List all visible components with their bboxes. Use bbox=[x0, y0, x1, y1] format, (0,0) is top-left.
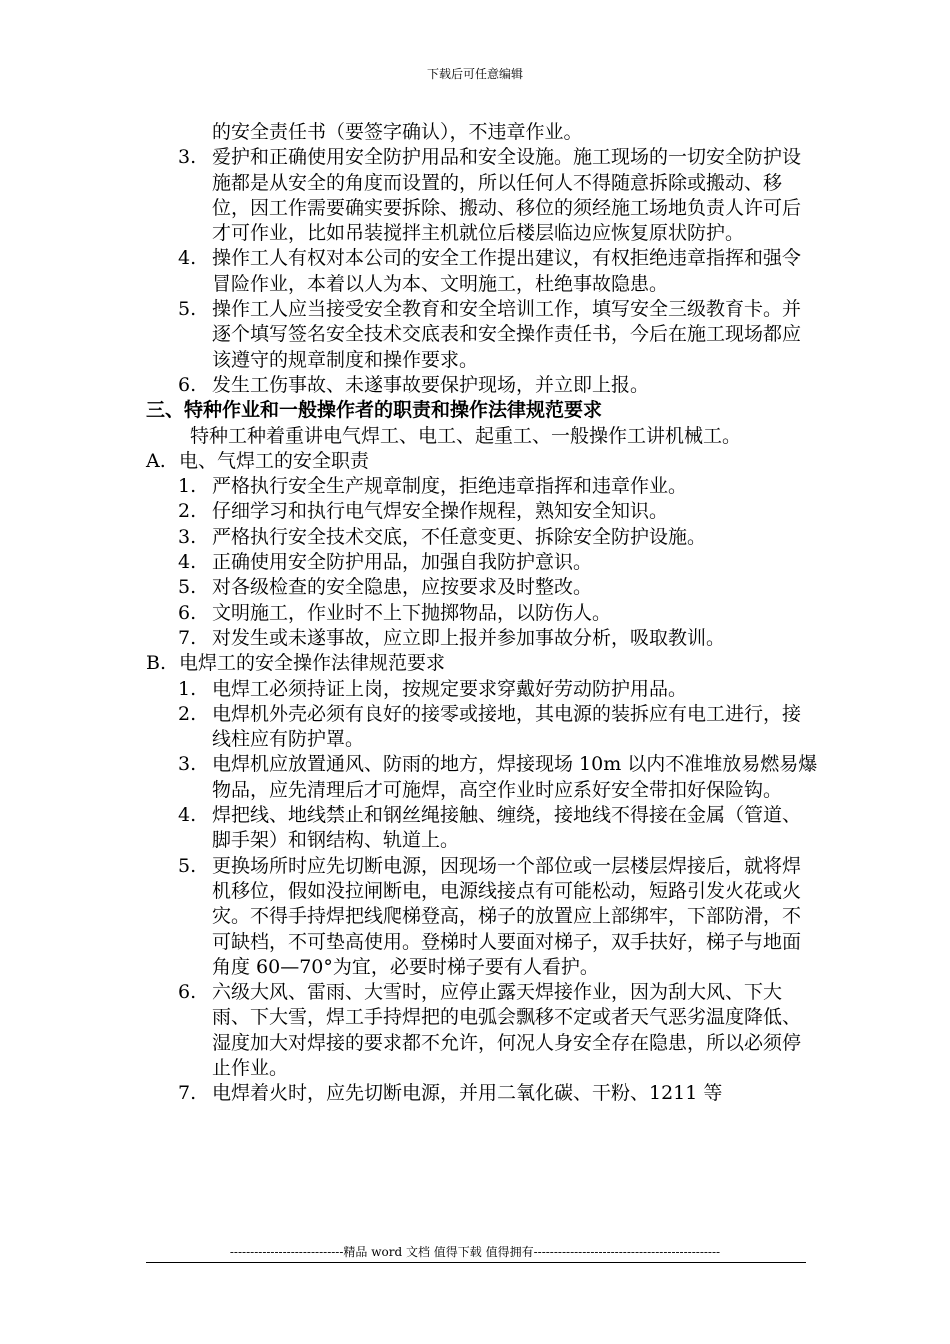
list-item bbox=[146, 373, 818, 398]
list-number: 1. bbox=[178, 475, 197, 498]
list-item bbox=[146, 525, 818, 550]
list-text: 正确使用安全防护用品，加强自我防护意识。 bbox=[212, 551, 593, 574]
list-number: 6. bbox=[178, 373, 197, 396]
subsection-title bbox=[146, 651, 818, 676]
footer-divider bbox=[146, 1262, 806, 1263]
list-number: 5. bbox=[178, 576, 197, 599]
list-number: 7. bbox=[178, 626, 197, 649]
list-text: 电焊机应放置通风、防雨的地方，焊接现场 10m 以内不准堆放易燃易爆物品，应先清理后才可施焊，高空作业时应系好安全带扣好保险钩。 bbox=[212, 753, 818, 801]
document-body bbox=[146, 120, 818, 1107]
list-item bbox=[146, 601, 818, 626]
list-text: 对各级检查的安全隐患，应按要求及时整改。 bbox=[212, 576, 593, 599]
list-text: 电焊工必须持证上岗，按规定要求穿戴好劳动防护用品。 bbox=[212, 677, 688, 700]
subsection-title-text: 电、气焊工的安全职责 bbox=[179, 449, 370, 472]
list-text: 六级大风、雷雨、大雪时，应停止露天焊接作业，因为刮大风、下大雨、下大雪，焊工手持焊把的电弧会飘移不定或者天气恶劣温度降低、湿度加大对焊接的要求都不允许，何况人身安全存在隐患，所以必须停止作业。 bbox=[212, 981, 802, 1079]
list-item bbox=[146, 145, 818, 246]
list-number: 6. bbox=[178, 981, 197, 1004]
list-text: 仔细学习和执行电气焊安全操作规程，熟知安全知识。 bbox=[212, 500, 669, 523]
list-number: 1. bbox=[178, 677, 197, 700]
list-text: 操作工人应当接受安全教育和安全培训工作，填写安全三级教育卡。并逐个填写签名安全技术交底表和安全操作责任书，今后在施工现场都应该遵守的规章制度和操作要求。 bbox=[212, 298, 802, 371]
list-item bbox=[146, 626, 818, 651]
list-item bbox=[146, 803, 818, 854]
list-number: 7. bbox=[178, 1082, 197, 1105]
list-number: 5. bbox=[178, 854, 197, 877]
list-number: 3. bbox=[178, 146, 197, 169]
list-item bbox=[146, 575, 818, 600]
list-item bbox=[146, 246, 818, 297]
section-intro: 特种工种着重讲电气焊工、电工、起重工、一般操作工讲机械工。 bbox=[190, 424, 742, 447]
subsection-letter: B. bbox=[146, 652, 167, 675]
list-number: 4. bbox=[178, 804, 197, 827]
list-item bbox=[146, 499, 818, 524]
subsection-letter: A. bbox=[146, 449, 166, 472]
list-number: 2. bbox=[178, 702, 197, 725]
list-number: 6. bbox=[178, 601, 197, 624]
list-item bbox=[146, 677, 818, 702]
section-heading: 三、特种作业和一般操作者的职责和操作法律规范要求 bbox=[146, 399, 603, 422]
list-number: 2. bbox=[178, 500, 197, 523]
list-text: 电焊着火时，应先切断电源，并用二氧化碳、干粉、1211 等 bbox=[212, 1082, 723, 1105]
list-item-continuation: 的安全责任书（要签字确认），不违章作业。 bbox=[212, 121, 583, 143]
list-item bbox=[146, 854, 818, 980]
list-item bbox=[146, 474, 818, 499]
list-text: 文明施工，作业时不上下抛掷物品，以防伤人。 bbox=[212, 601, 612, 624]
list-number: 5. bbox=[178, 298, 197, 321]
list-text: 对发生或未遂事故，应立即上报并参加事故分析，吸取教训。 bbox=[212, 626, 726, 649]
list-text: 发生工伤事故、未遂事故要保护现场，并立即上报。 bbox=[212, 373, 650, 396]
list-item bbox=[146, 1081, 818, 1106]
list-item bbox=[146, 702, 818, 753]
list-text: 电焊机外壳必须有良好的接零或接地，其电源的装拆应有电工进行，接线柱应有防护罩。 bbox=[212, 702, 802, 751]
list-item bbox=[146, 980, 818, 1081]
list-number: 3. bbox=[178, 525, 197, 548]
list-text: 严格执行安全技术交底，不任意变更、拆除安全防护设施。 bbox=[212, 525, 707, 548]
list-text: 更换场所时应先切断电源，因现场一个部位或一层楼层焊接后，就将焊机移位，假如没拉闸断电，电源线接点有可能松动，短路引发火花或火灾。不得手持焊把线爬梯登高，梯子的放置应上部绑牢，下部防滑，不可缺档，不可垫高使用。登梯时人要面对梯子，双手扶好，梯子与地面角度 60—70°为宜，必要时梯子要有人看护。 bbox=[212, 854, 802, 978]
list-item bbox=[146, 752, 818, 803]
list-text: 爱护和正确使用安全防护用品和安全设施。施工现场的一切安全防护设施都是从安全的角度而设置的，所以任何人不得随意拆除或搬动、移位，因工作需要确实要拆除、搬动、移位的须经施工场地负责人许可后才可作业，比如吊装搅拌主机就位后楼层临边应恢复原状防护。 bbox=[212, 146, 802, 245]
subsection-title bbox=[146, 449, 818, 474]
list-text: 操作工人有权对本公司的安全工作提出建议，有权拒绝违章指挥和强令冒险作业，本着以人为本、文明施工，杜绝事故隐患。 bbox=[212, 247, 802, 295]
list-number: 4. bbox=[178, 247, 197, 270]
list-number: 4. bbox=[178, 551, 197, 574]
list-text: 焊把线、地线禁止和钢丝绳接触、缠绕，接地线不得接在金属（管道、脚手架）和钢结构、轨道上。 bbox=[212, 804, 802, 852]
list-text: 严格执行安全生产规章制度，拒绝违章指挥和违章作业。 bbox=[212, 475, 688, 498]
page-footer: ----------------------------精品 word 文档 值得下载 值得拥有---------------------------------------------- bbox=[229, 1245, 721, 1259]
list-item bbox=[146, 297, 818, 373]
list-item bbox=[146, 550, 818, 575]
list-number: 3. bbox=[178, 753, 197, 776]
subsection-title-text: 电焊工的安全操作法律规范要求 bbox=[179, 652, 446, 675]
page-header: 下载后可任意编辑 bbox=[426, 67, 523, 81]
